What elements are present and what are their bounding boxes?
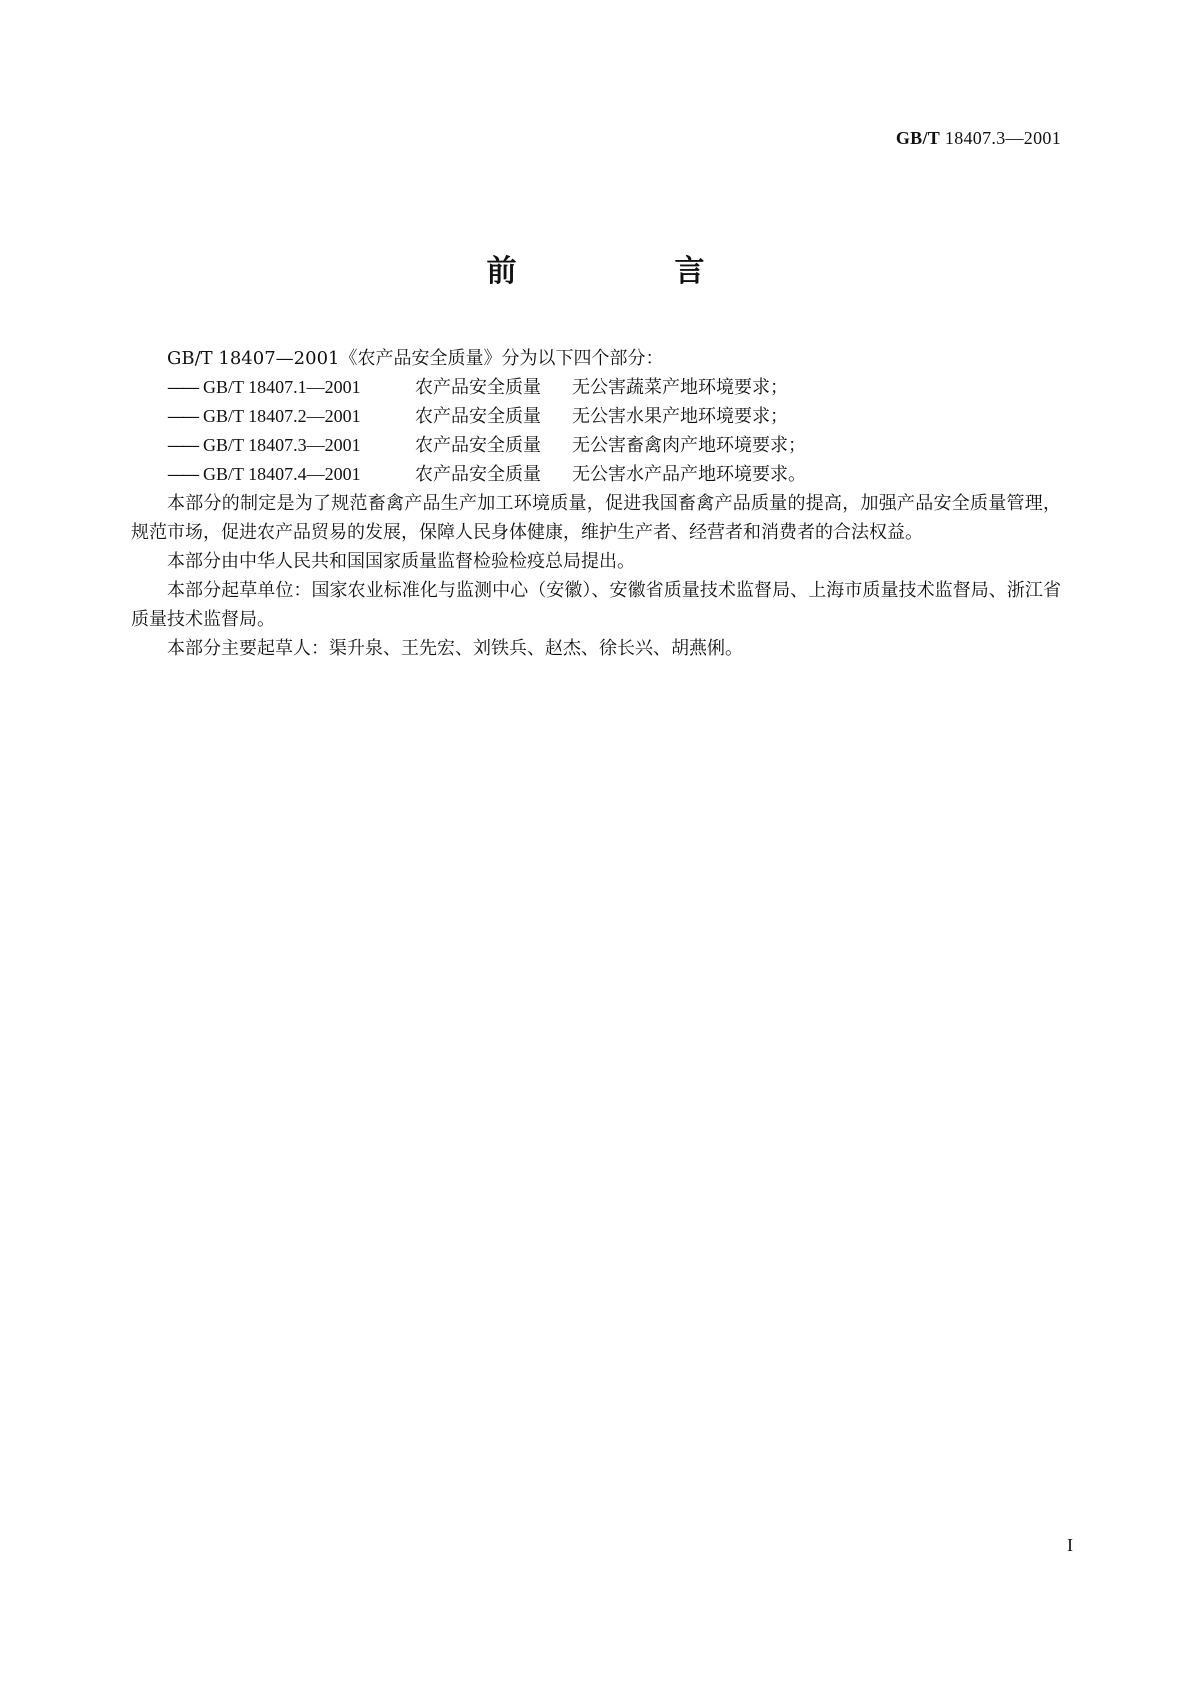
drafters-paragraph: 本部分主要起草人：渠升泉、王先宏、刘铁兵、赵杰、徐长兴、胡燕俐。 (167, 638, 743, 659)
list-dash: —— (167, 435, 197, 456)
part-name: 农产品安全质量 (415, 377, 541, 398)
part-subject: 无公害水产品产地环境要求。 (572, 464, 806, 485)
part-subject: 无公害畜禽肉产地环境要求； (572, 435, 806, 456)
list-item (131, 373, 1061, 402)
standard-code-prefix: GB/T (895, 128, 941, 148)
purpose-paragraph: 本部分的制定是为了规范畜禽产品生产加工环境质量，促进我国畜禽产品质量的提高，加强产品安全质量管理，规范市场，促进农产品贸易的发展，保障人民身体健康，维护生产者、经营者和消费者的合法权益。 (131, 493, 1061, 543)
part-code: GB/T 18407.2—2001 (203, 406, 361, 426)
list-item (131, 460, 1061, 489)
part-code: GB/T 18407.4—2001 (203, 464, 361, 484)
list-item (131, 431, 1061, 460)
part-name: 农产品安全质量 (415, 435, 541, 456)
list-dash: —— (167, 377, 197, 398)
foreword-body (131, 344, 1061, 663)
intro-paragraph: GB/T 18407—2001《农产品安全质量》分为以下四个部分： (167, 348, 664, 369)
part-name: 农产品安全质量 (415, 464, 541, 485)
list-dash: —— (167, 464, 197, 485)
page-number: I (1067, 1535, 1073, 1555)
page-title: 前 言 (486, 254, 769, 289)
drafting-units-paragraph: 本部分起草单位：国家农业标准化与监测中心（安徽）、安徽省质量技术监督局、上海市质量技术监督局、浙江省质量技术监督局。 (131, 580, 1061, 630)
list-item (131, 402, 1061, 431)
part-code: GB/T 18407.1—2001 (203, 377, 361, 397)
part-name: 农产品安全质量 (415, 406, 541, 427)
standard-code-number: 18407.3—2001 (944, 128, 1061, 148)
standard-code (896, 128, 1061, 149)
part-code: GB/T 18407.3—2001 (203, 435, 361, 455)
part-subject: 无公害水果产地环境要求； (572, 406, 788, 427)
proposer-paragraph: 本部分由中华人民共和国国家质量监督检验检疫总局提出。 (167, 551, 635, 572)
list-dash: —— (167, 406, 197, 427)
parts-list (131, 373, 1061, 489)
part-subject: 无公害蔬菜产地环境要求； (572, 377, 788, 398)
